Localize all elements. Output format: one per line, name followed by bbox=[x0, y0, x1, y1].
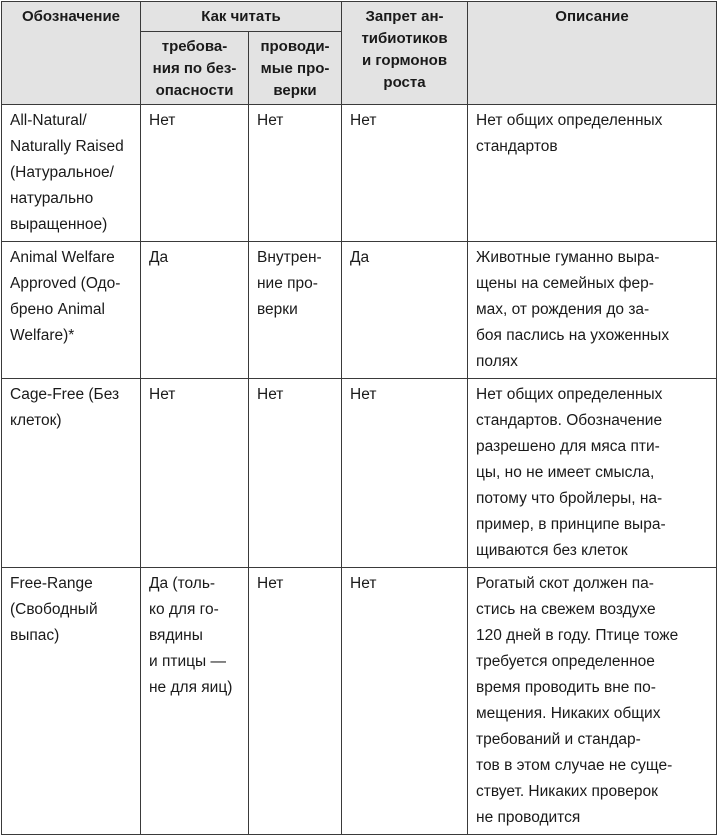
cell-safety: Да bbox=[141, 242, 249, 379]
header-how-to-read: Как читать bbox=[141, 2, 342, 32]
cell-description: Рогатый скот должен па- стись на свежем воздухе 120 дней в году. Птице тоже требуется определенное время проводить вне по- мещения. Никаких общих требований и стандар- тов в этом случае не суще- ствует. Никаких проверок не проводится bbox=[468, 568, 717, 835]
header-safety-requirements: требова- ния по без- опасности bbox=[141, 32, 249, 105]
header-designation: Обозначение bbox=[2, 2, 141, 105]
table-row bbox=[2, 568, 717, 835]
labels-table bbox=[1, 1, 717, 835]
cell-designation: Free-Range (Свободный выпас) bbox=[2, 568, 141, 835]
cell-ban: Да bbox=[342, 242, 468, 379]
cell-description: Нет общих определенных стандартов. Обозначение разрешено для мяса пти- цы, но не имеет смысла, потому что бройлеры, на- пример, в принципе выра- щиваются без клеток bbox=[468, 379, 717, 568]
cell-ban: Нет bbox=[342, 568, 468, 835]
cell-inspections: Нет bbox=[249, 568, 342, 835]
header-antibiotics-ban: Запрет ан- тибиотиков и гормонов роста bbox=[342, 2, 468, 105]
table-row bbox=[2, 105, 717, 242]
cell-designation: Animal Welfare Approved (Одо- брено Animal Welfare)* bbox=[2, 242, 141, 379]
cell-designation: Cage-Free (Без клеток) bbox=[2, 379, 141, 568]
table-row bbox=[2, 379, 717, 568]
cell-safety: Нет bbox=[141, 379, 249, 568]
cell-safety: Нет bbox=[141, 105, 249, 242]
cell-description: Животные гуманно выра- щены на семейных фер- мах, от рождения до за- боя паслись на ухоженных полях bbox=[468, 242, 717, 379]
cell-ban: Нет bbox=[342, 105, 468, 242]
header-description: Описание bbox=[468, 2, 717, 105]
cell-safety: Да (толь- ко для го- вядины и птицы — не для яиц) bbox=[141, 568, 249, 835]
cell-inspections: Нет bbox=[249, 105, 342, 242]
cell-inspections: Внутрен- ние про- верки bbox=[249, 242, 342, 379]
cell-designation: All-Natural/ Naturally Raised (Натуральное/ натурально выращенное) bbox=[2, 105, 141, 242]
cell-description: Нет общих определенных стандартов bbox=[468, 105, 717, 242]
cell-ban: Нет bbox=[342, 379, 468, 568]
cell-inspections: Нет bbox=[249, 379, 342, 568]
header-inspections: проводи- мые про- верки bbox=[249, 32, 342, 105]
table-row bbox=[2, 242, 717, 379]
